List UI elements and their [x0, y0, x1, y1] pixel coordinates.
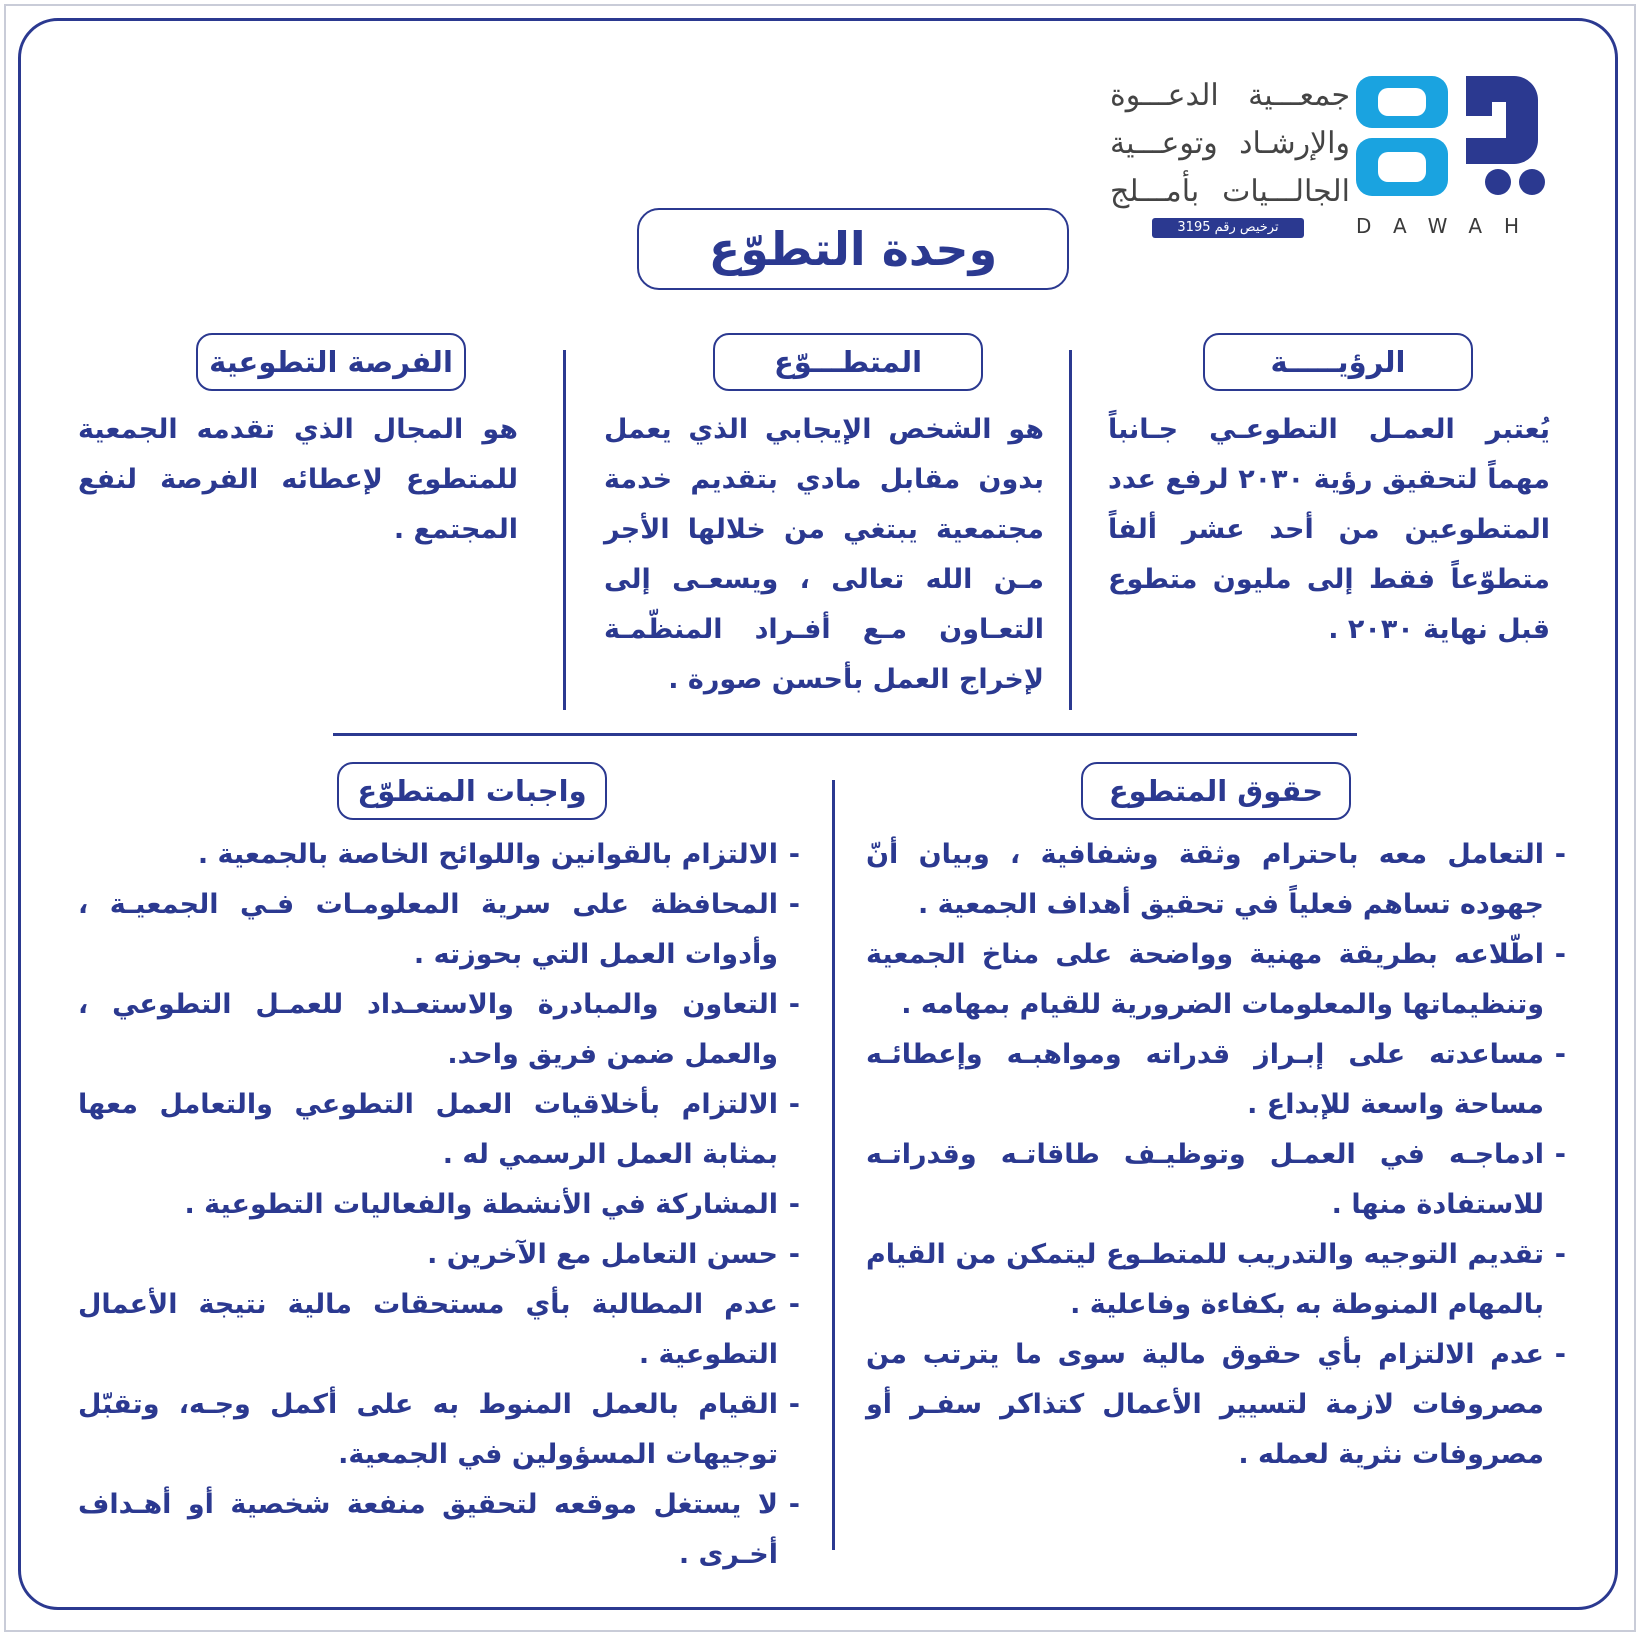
list-item: - القيام بالعمل المنوط به على أكمل وجـه، وتقبّل توجيهات المسؤولين في الجمعية.: [78, 1380, 800, 1480]
org-name-line: والإرشـاد وتوعـــية: [1110, 126, 1350, 161]
list-item: - الالتزام بالقوانين واللوائح الخاصة بالجمعية .: [78, 830, 800, 880]
duties-title: واجبات المتطوّع: [337, 762, 607, 820]
list-item: - المشاركة في الأنشطة والفعاليات التطوعية .: [78, 1180, 800, 1230]
logo-caption: DAWAH: [1356, 214, 1542, 238]
volunteer-title: المتطـــوّع: [713, 333, 983, 391]
list-item: - مساعدته على إبـراز قدراته ومواهبـه وإعطائـه مساحة واسعة للإبداع .: [866, 1030, 1566, 1130]
vision-title: الرؤيـــــة: [1203, 333, 1473, 391]
duties-list: [78, 830, 800, 1580]
page-title: وحدة التطوّع: [637, 208, 1069, 290]
vision-text: يُعتبر العمـل التطوعـي جـانباً مهماً لتحقيق رؤية ٢٠٣٠ لرفع عدد المتطوعين من أحد عشر ألفاً متطوّعاً فقط إلى مليون متطوع قبل نهاية ٢٠٣٠ .: [1108, 414, 1550, 645]
org-name-line: جمعـــية الدعـــوة: [1110, 78, 1350, 113]
list-item: - عدم المطالبة بأي مستحقات مالية نتيجة الأعمال التطوعية .: [78, 1280, 800, 1380]
list-item: - الالتزام بأخلاقيات العمل التطوعي والتعامل معها بمثابة العمل الرسمي له .: [78, 1080, 800, 1180]
column-divider: [832, 780, 835, 1550]
org-name: [1110, 72, 1350, 216]
column-divider: [563, 350, 566, 710]
opportunity-title: الفرصة التطوعية: [196, 333, 466, 391]
dawah-logo-icon: [1356, 68, 1558, 208]
rights-title: حقوق المتطوع: [1081, 762, 1351, 820]
list-item: - عدم الالتزام بأي حقوق مالية سوى ما يترتب من مصروفات لازمة لتسيير الأعمال كتذاكر سفـر أو مصروفات نثرية لعمله .: [866, 1330, 1566, 1480]
list-item: - التعاون والمبادرة والاستعـداد للعمـل التطوعي ، والعمل ضمن فريق واحد.: [78, 980, 800, 1080]
section-divider: [333, 733, 1357, 736]
list-item: - لا يستغل موقعه لتحقيق منفعة شخصية أو أهـداف أخـرى .: [78, 1480, 800, 1580]
volunteer-text: هو الشخص الإيجابي الذي يعمل بدون مقابل مادي بتقديم خدمة مجتمعية يبتغي من خلالها الأجر مـن الله تعالى ، ويسعـى إلى التعـاون مـع أفـراد المنظّمـة لإخراج العمل بأحسن صورة .: [604, 414, 1044, 695]
list-item: - التعامل معه باحترام وثقة وشفافية ، وبيان أنّ جهوده تساهم فعلياً في تحقيق أهداف الجمعية .: [866, 830, 1566, 930]
column-divider: [1069, 350, 1072, 710]
license-badge: ترخيص رقم 3195: [1152, 218, 1304, 238]
org-name-line: الجالـــيات بأمـــلج: [1110, 174, 1350, 209]
list-item: - ادماجـه في العمـل وتوظيـف طاقاتـه وقدراتـه للاستفادة منها .: [866, 1130, 1566, 1230]
rights-list: [866, 830, 1566, 1480]
list-item: - تقديم التوجيه والتدريب للمتطـوع ليتمكن من القيام بالمهام المنوطة به بكفاءة وفاعلية .: [866, 1230, 1566, 1330]
opportunity-text: هو المجال الذي تقدمه الجمعية للمتطوع لإعطائه الفرصة لنفع المجتمع .: [78, 414, 518, 545]
list-item: - اطّلاعه بطريقة مهنية وواضحة على مناخ الجمعية وتنظيماتها والمعلومات الضرورية للقيام بمهامه .: [866, 930, 1566, 1030]
list-item: - المحافظة على سرية المعلومـات فـي الجمعيـة ، وأدوات العمل التي بحوزته .: [78, 880, 800, 980]
list-item: - حسن التعامل مع الآخرين .: [78, 1230, 800, 1280]
